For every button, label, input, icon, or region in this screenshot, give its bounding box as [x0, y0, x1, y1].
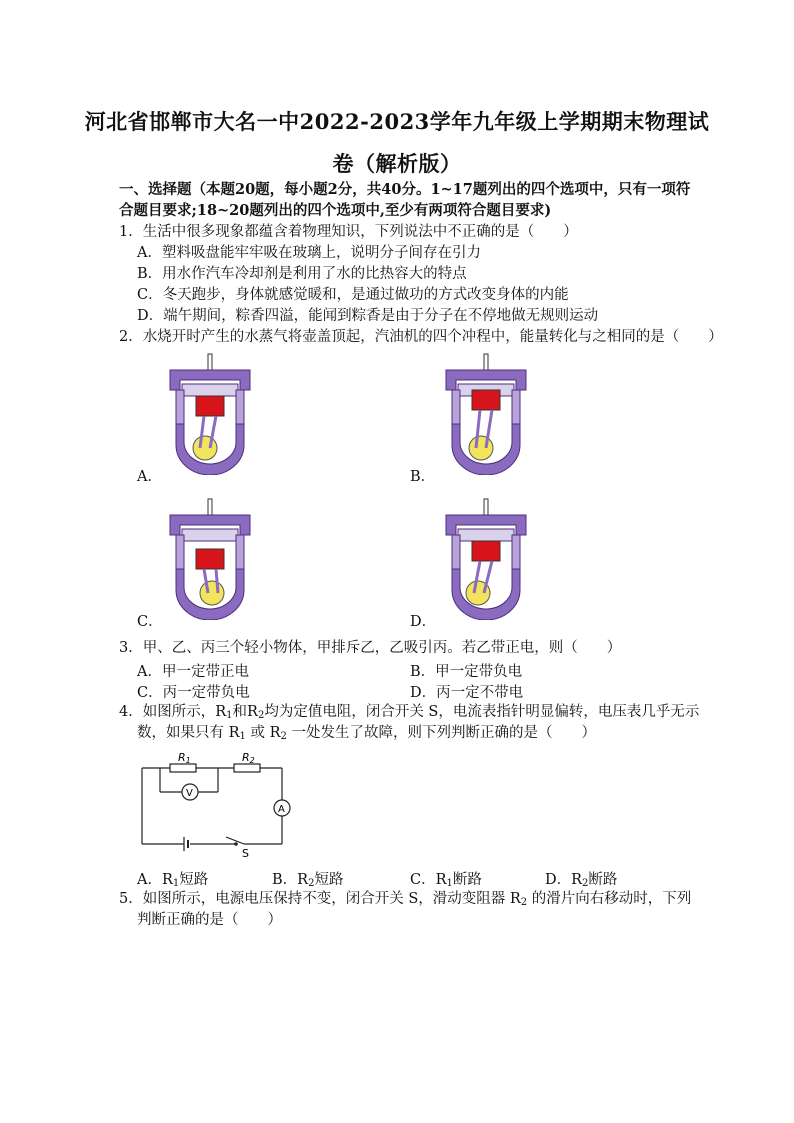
- question-3-option-a: A．甲一定带正电: [137, 664, 249, 680]
- question-4-option-d: D．$R_2$断路: [545, 872, 618, 889]
- question-4-stem-line-1: 4．如图所示，$R_1$和$R_2$均为定值电阻，闭合开关 S，电流表指针明显偏转，电压表几乎无示: [119, 704, 700, 721]
- question-4-stem-line-2: 数，如果只有 $R_1$ 或 $R_2$ 一处发生了故障，则下列判断正确的是（ ）: [137, 725, 597, 742]
- circuit-diagram: [136, 748, 296, 860]
- question-2-label-d: D．: [410, 614, 437, 630]
- question-1-option-a: A．塑料吸盘能牢牢吸在玻璃上，说明分子间存在引力: [137, 245, 481, 261]
- question-2-stem: 2．水烧开时产生的水蒸气将壶盖顶起，汽油机的四个冲程中，能量转化与之相同的是（ ）: [119, 329, 723, 345]
- section-header-line-2: 合题目要求;18~20题列出的四个选项中,至少有两项符合题目要求): [119, 202, 552, 219]
- question-3-option-d: D．丙一定不带电: [410, 685, 524, 701]
- engine-figure-b: [436, 350, 536, 475]
- document-title-line-2: 卷（解析版）: [332, 151, 462, 176]
- question-4-option-b: B．$R_2$短路: [272, 872, 344, 889]
- question-1-option-d: D．端午期间，粽香四溢，能闻到粽香是由于分子在不停地做无规则运动: [137, 308, 599, 324]
- question-3-option-b: B．甲一定带负电: [410, 664, 523, 680]
- resistor-r1: [170, 764, 196, 772]
- question-1-option-b: B．用水作汽车冷却剂是利用了水的比热容大的特点: [137, 266, 467, 282]
- r2-label: R2: [242, 751, 255, 765]
- engine-figure-d: [436, 495, 536, 620]
- r1-label: R1: [178, 751, 191, 765]
- question-2-label-c: C．: [137, 614, 163, 630]
- voltmeter-label: V: [186, 788, 193, 799]
- question-5-stem-line-2: 判断正确的是（ ）: [137, 912, 282, 928]
- resistor-r2: [234, 764, 260, 772]
- question-1-option-c: C．冬天跑步，身体就感觉暖和，是通过做功的方式改变身体的内能: [137, 287, 569, 303]
- question-1-stem: 1．生活中很多现象都蕴含着物理知识，下列说法中不正确的是（ ）: [119, 224, 578, 240]
- question-3-stem: 3．甲、乙、丙三个轻小物体，甲排斥乙，乙吸引丙。若乙带正电，则（ ）: [119, 640, 622, 656]
- ammeter-label: A: [278, 804, 285, 815]
- engine-figure-c: [160, 495, 260, 620]
- question-4-option-a: A．$R_1$短路: [137, 872, 209, 889]
- question-2-label-a: A．: [137, 469, 162, 485]
- switch-label: S: [242, 847, 249, 860]
- question-4-option-c: C．$R_1$断路: [410, 872, 482, 889]
- document-title-line-1: 河北省邯郸市大名一中2022-2023学年九年级上学期期末物理试: [84, 109, 710, 134]
- section-header-line-1: 一、选择题（本题20题，每小题2分，共40分。1~17题列出的四个选项中，只有一项符: [119, 181, 691, 198]
- question-2-label-b: B．: [410, 469, 436, 485]
- question-3-option-c: C．丙一定带负电: [137, 685, 250, 701]
- engine-figure-a: [160, 350, 260, 475]
- question-5-stem-line-1: 5．如图所示，电源电压保持不变，闭合开关 S，滑动变阻器 $R_2$ 的滑片向右移动时，下列: [119, 891, 692, 908]
